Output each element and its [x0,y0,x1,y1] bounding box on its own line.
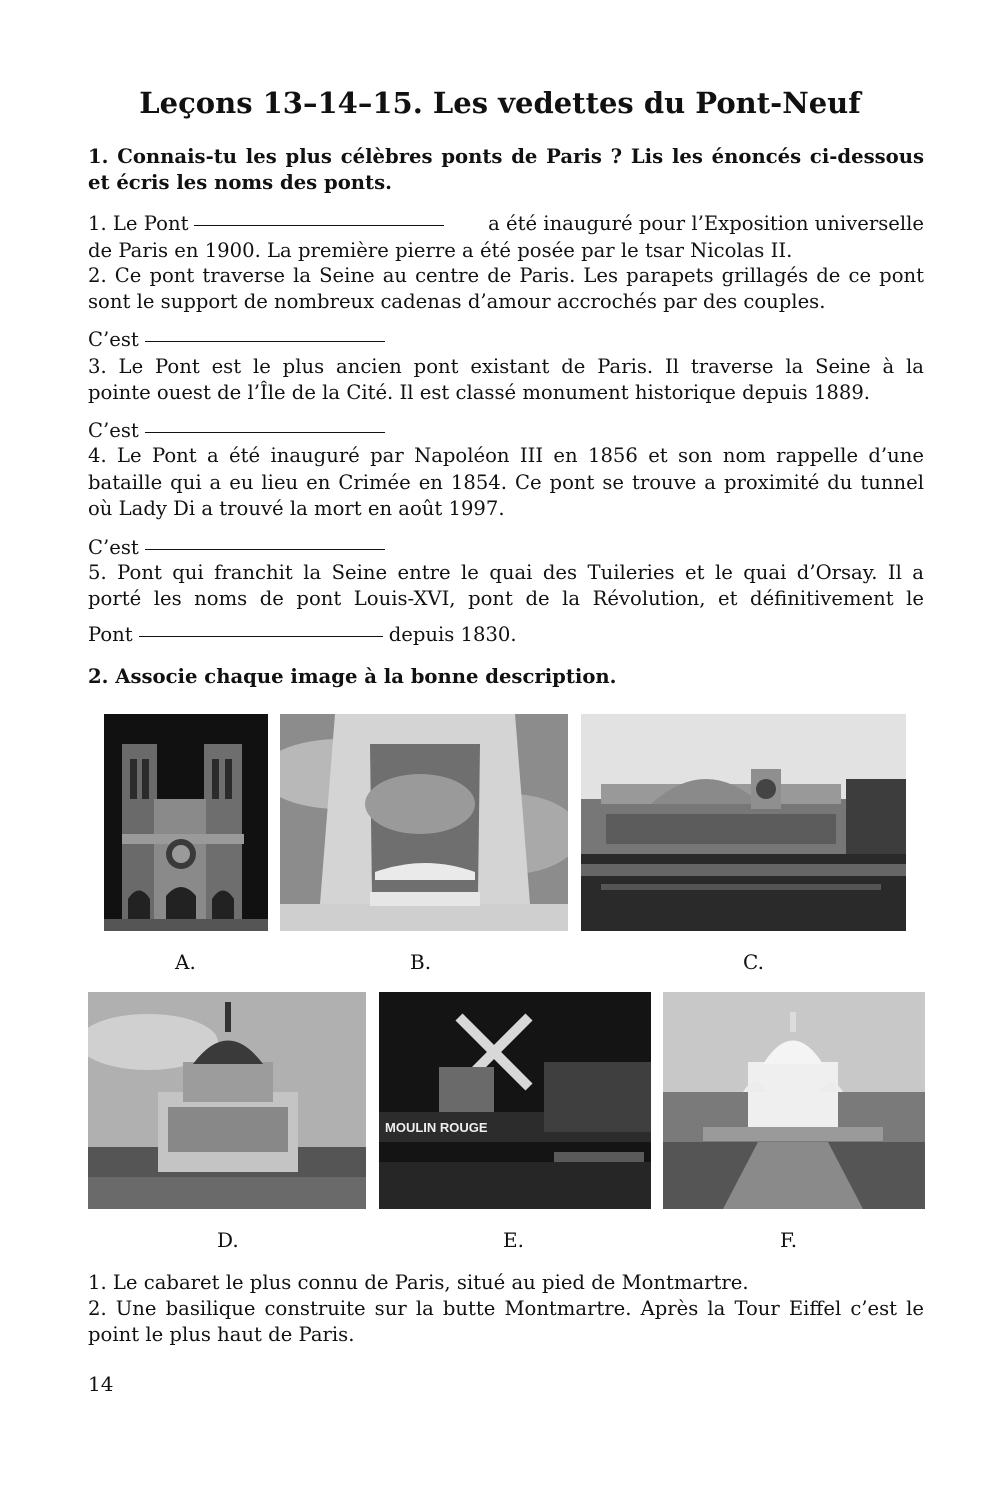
page-number: 14 [88,1372,114,1396]
item4-line2: bataille qui a eu lieu en Crimée en 1854. Ce pont se trouve a proximité du tunnel [88,471,924,494]
answer-blank-5[interactable] [139,635,383,637]
cest-line-3 [88,418,924,445]
photo-notre-dame [104,714,268,931]
description-1: 1. Le cabaret le plus connu de Paris, situé au pied de Montmartre. [88,1271,749,1294]
answer-blank-2[interactable] [145,340,385,342]
label-b: B. [410,950,432,974]
page-title: Leçons 13–14–15. Les vedettes du Pont-Neuf [139,86,861,120]
label-d: D. [217,1228,239,1252]
cest-line-2 [88,327,924,354]
item4-line1: 4. Le Pont a été inauguré par Napoléon III en 1856 et son nom rappelle d’une [88,444,924,467]
description-2-line2: point le plus haut de Paris. [88,1323,355,1346]
photo-moulin-rouge [379,992,651,1209]
label-f: F. [780,1228,798,1252]
photo-sacre-coeur [663,992,925,1209]
cest-label: C’est [88,536,139,559]
item5-pont: Pont [88,623,133,646]
label-a: A. [175,950,196,974]
photo-musee-orsay [581,714,906,931]
photo-invalides [88,992,366,1209]
label-e: E. [503,1228,524,1252]
exercise1-instruction-line1: 1. Connais-tu les plus célèbres ponts de Paris ? Lis les énoncés ci-dessous [88,145,924,168]
description-2-line1: 2. Une basilique construite sur la butte Montmartre. Après la Tour Eiffel c’est le [88,1297,924,1320]
label-c: C. [743,950,764,974]
item1-line2: de Paris en 1900. La première pierre a été posée par le tsar Nicolas II. [88,239,793,262]
answer-blank-4[interactable] [145,548,385,550]
item1-line1 [88,211,924,238]
item5-line1: 5. Pont qui franchit la Seine entre le quai des Tuileries et le quai d’Orsay. Il a [88,561,924,584]
item1-rest: a été inauguré pour l’Exposition universelle [488,212,924,235]
item1-start: 1. Le Pont [88,212,189,235]
item2-line1: 2. Ce pont traverse la Seine au centre de Paris. Les parapets grillagés de ce pont [88,264,924,287]
item5-end: depuis 1830. [388,623,517,646]
item2-line2: sont le support de nombreux cadenas d’amour accrochés par des couples. [88,290,826,313]
exercise2-instruction: 2. Associe chaque image à la bonne description. [88,665,617,688]
cest-label: C’est [88,328,139,351]
item3-line1: 3. Le Pont est le plus ancien pont existant de Paris. Il traverse la Seine à la [88,355,924,378]
moulin-rouge-sign: MOULIN ROUGE [385,1120,488,1135]
cest-label: C’est [88,419,139,442]
item3-line2: pointe ouest de l’Île de la Cité. Il est classé monument historique depuis 1889. [88,381,871,404]
answer-blank-1[interactable] [194,224,444,226]
item5-line2: porté les noms de pont Louis-XVI, pont de la Révolution, et définitivement le [88,587,924,610]
answer-blank-3[interactable] [145,431,385,433]
item5-line3 [88,622,924,649]
exercise1-instruction-line2: et écris les noms des ponts. [88,171,392,194]
cest-line-4 [88,535,924,562]
item4-line3: où Lady Di a trouvé la mort en août 1997. [88,497,505,520]
photo-grande-arche [280,714,568,931]
